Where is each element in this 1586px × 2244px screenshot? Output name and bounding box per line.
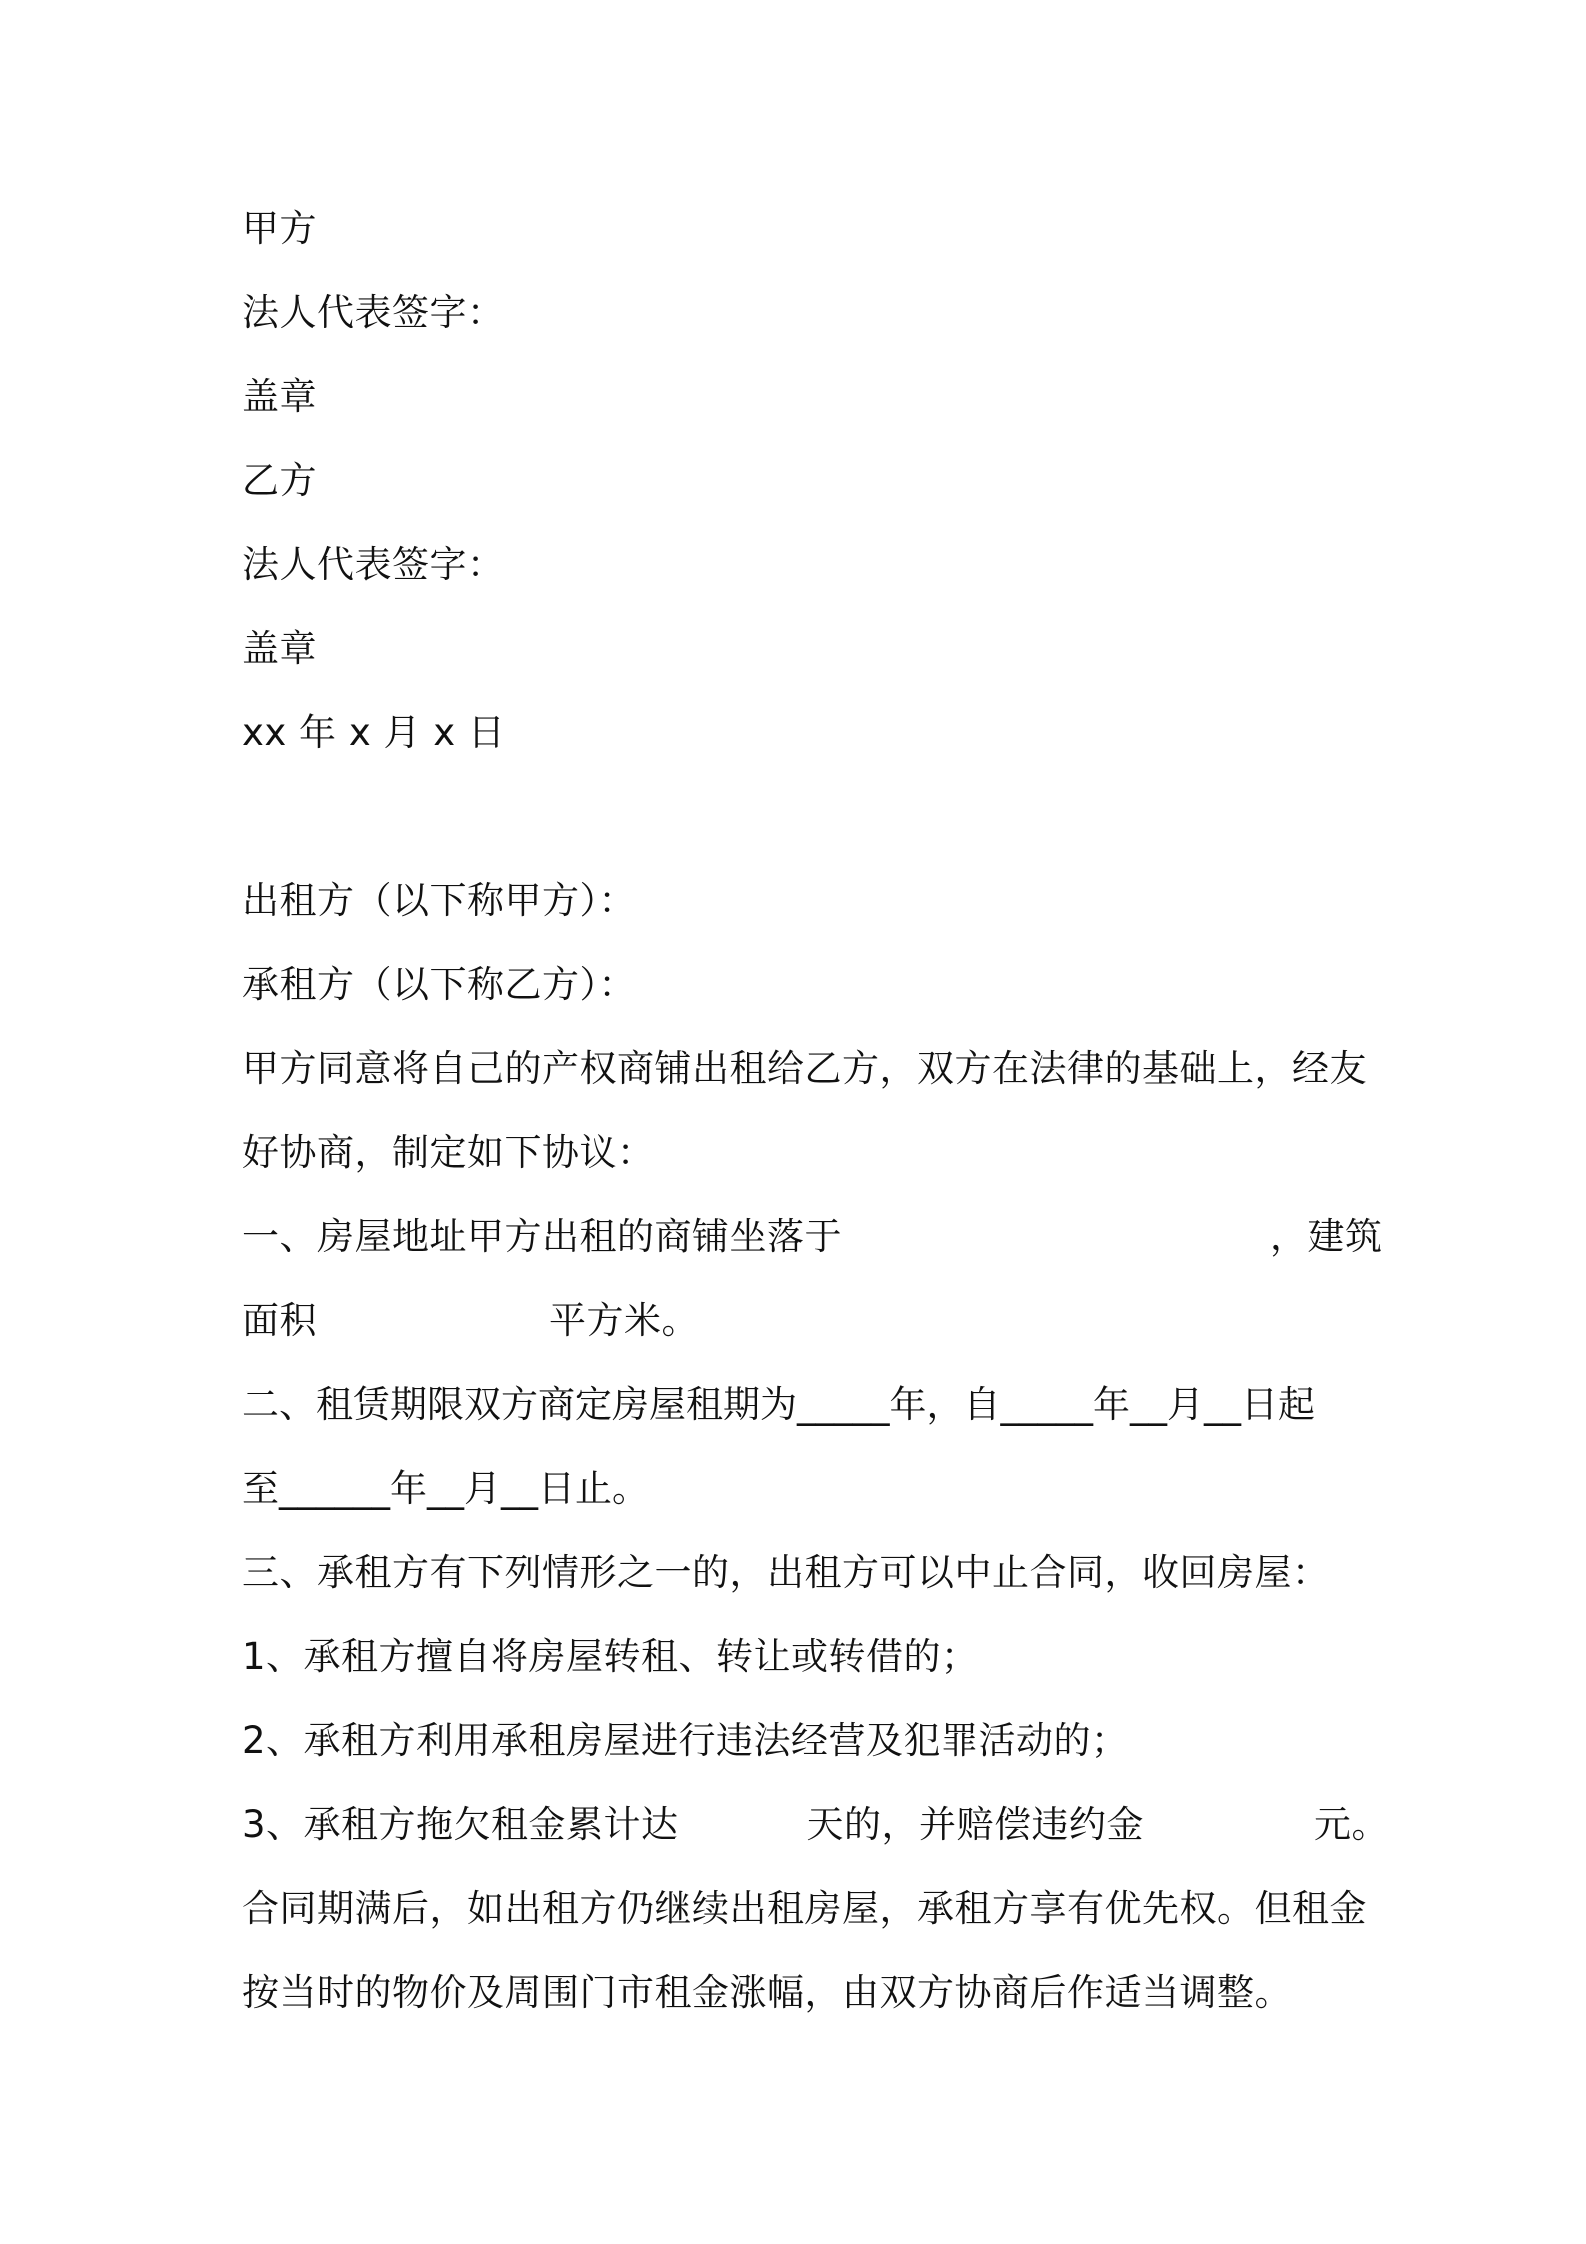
clause-1-line-2 (242, 1296, 699, 1346)
area-unit: 平方米。 (549, 1299, 699, 1342)
penalty-unit: 元。 (1314, 1803, 1390, 1846)
party-b-seal: 盖章 (242, 627, 317, 670)
signing-date: xx 年 x 月 x 日 (242, 711, 506, 754)
intro-paragraph-line-2: 好协商，制定如下协议： (242, 1131, 655, 1174)
lessee-line: 承租方（以下称乙方）： (242, 963, 636, 1006)
party-a-label: 甲方 (242, 207, 317, 250)
clause-2-line-2: 至______年__月__日止。 (242, 1467, 649, 1510)
lessor-line: 出租方（以下称甲方）： (242, 879, 636, 922)
area-label: 面积 (242, 1299, 317, 1342)
party-b-representative-signature: 法人代表签字： (242, 543, 505, 586)
party-b-label: 乙方 (242, 459, 317, 502)
clause-3-item-2: 2、承租方利用承租房屋进行违法经营及犯罪活动的； (242, 1719, 1129, 1762)
clause-1-address-label: 一、房屋地址甲方出租的商铺坐落于 (242, 1215, 842, 1258)
clause-3-title: 三、承租方有下列情形之一的，出租方可以中止合同，收回房屋： (242, 1551, 1330, 1594)
clause-1-line-1 (242, 1212, 1383, 1262)
intro-paragraph-line-1: 甲方同意将自己的产权商铺出租给乙方，双方在法律的基础上，经友 (242, 1047, 1367, 1090)
party-a-seal: 盖章 (242, 375, 317, 418)
renewal-paragraph-line-2: 按当时的物价及周围门市租金涨幅，由双方协商后作适当调整。 (242, 1971, 1292, 2014)
clause-2-line-1: 二、租赁期限双方商定房屋租期为_____年，自_____年__月__日起 (242, 1383, 1315, 1426)
party-a-representative-signature: 法人代表签字： (242, 291, 505, 334)
arrears-label: 3、承租方拖欠租金累计达 (242, 1803, 679, 1846)
clause-3-item-3 (242, 1800, 1389, 1850)
clause-3-item-1: 1、承租方擅自将房屋转租、转让或转借的； (242, 1635, 979, 1678)
penalty-label: 天的，并赔偿违约金 (806, 1803, 1145, 1846)
renewal-paragraph-line-1: 合同期满后，如出租方仍继续出租房屋，承租方享有优先权。但租金 (242, 1887, 1367, 1930)
clause-1-building-label: ，建筑 (1270, 1215, 1383, 1258)
